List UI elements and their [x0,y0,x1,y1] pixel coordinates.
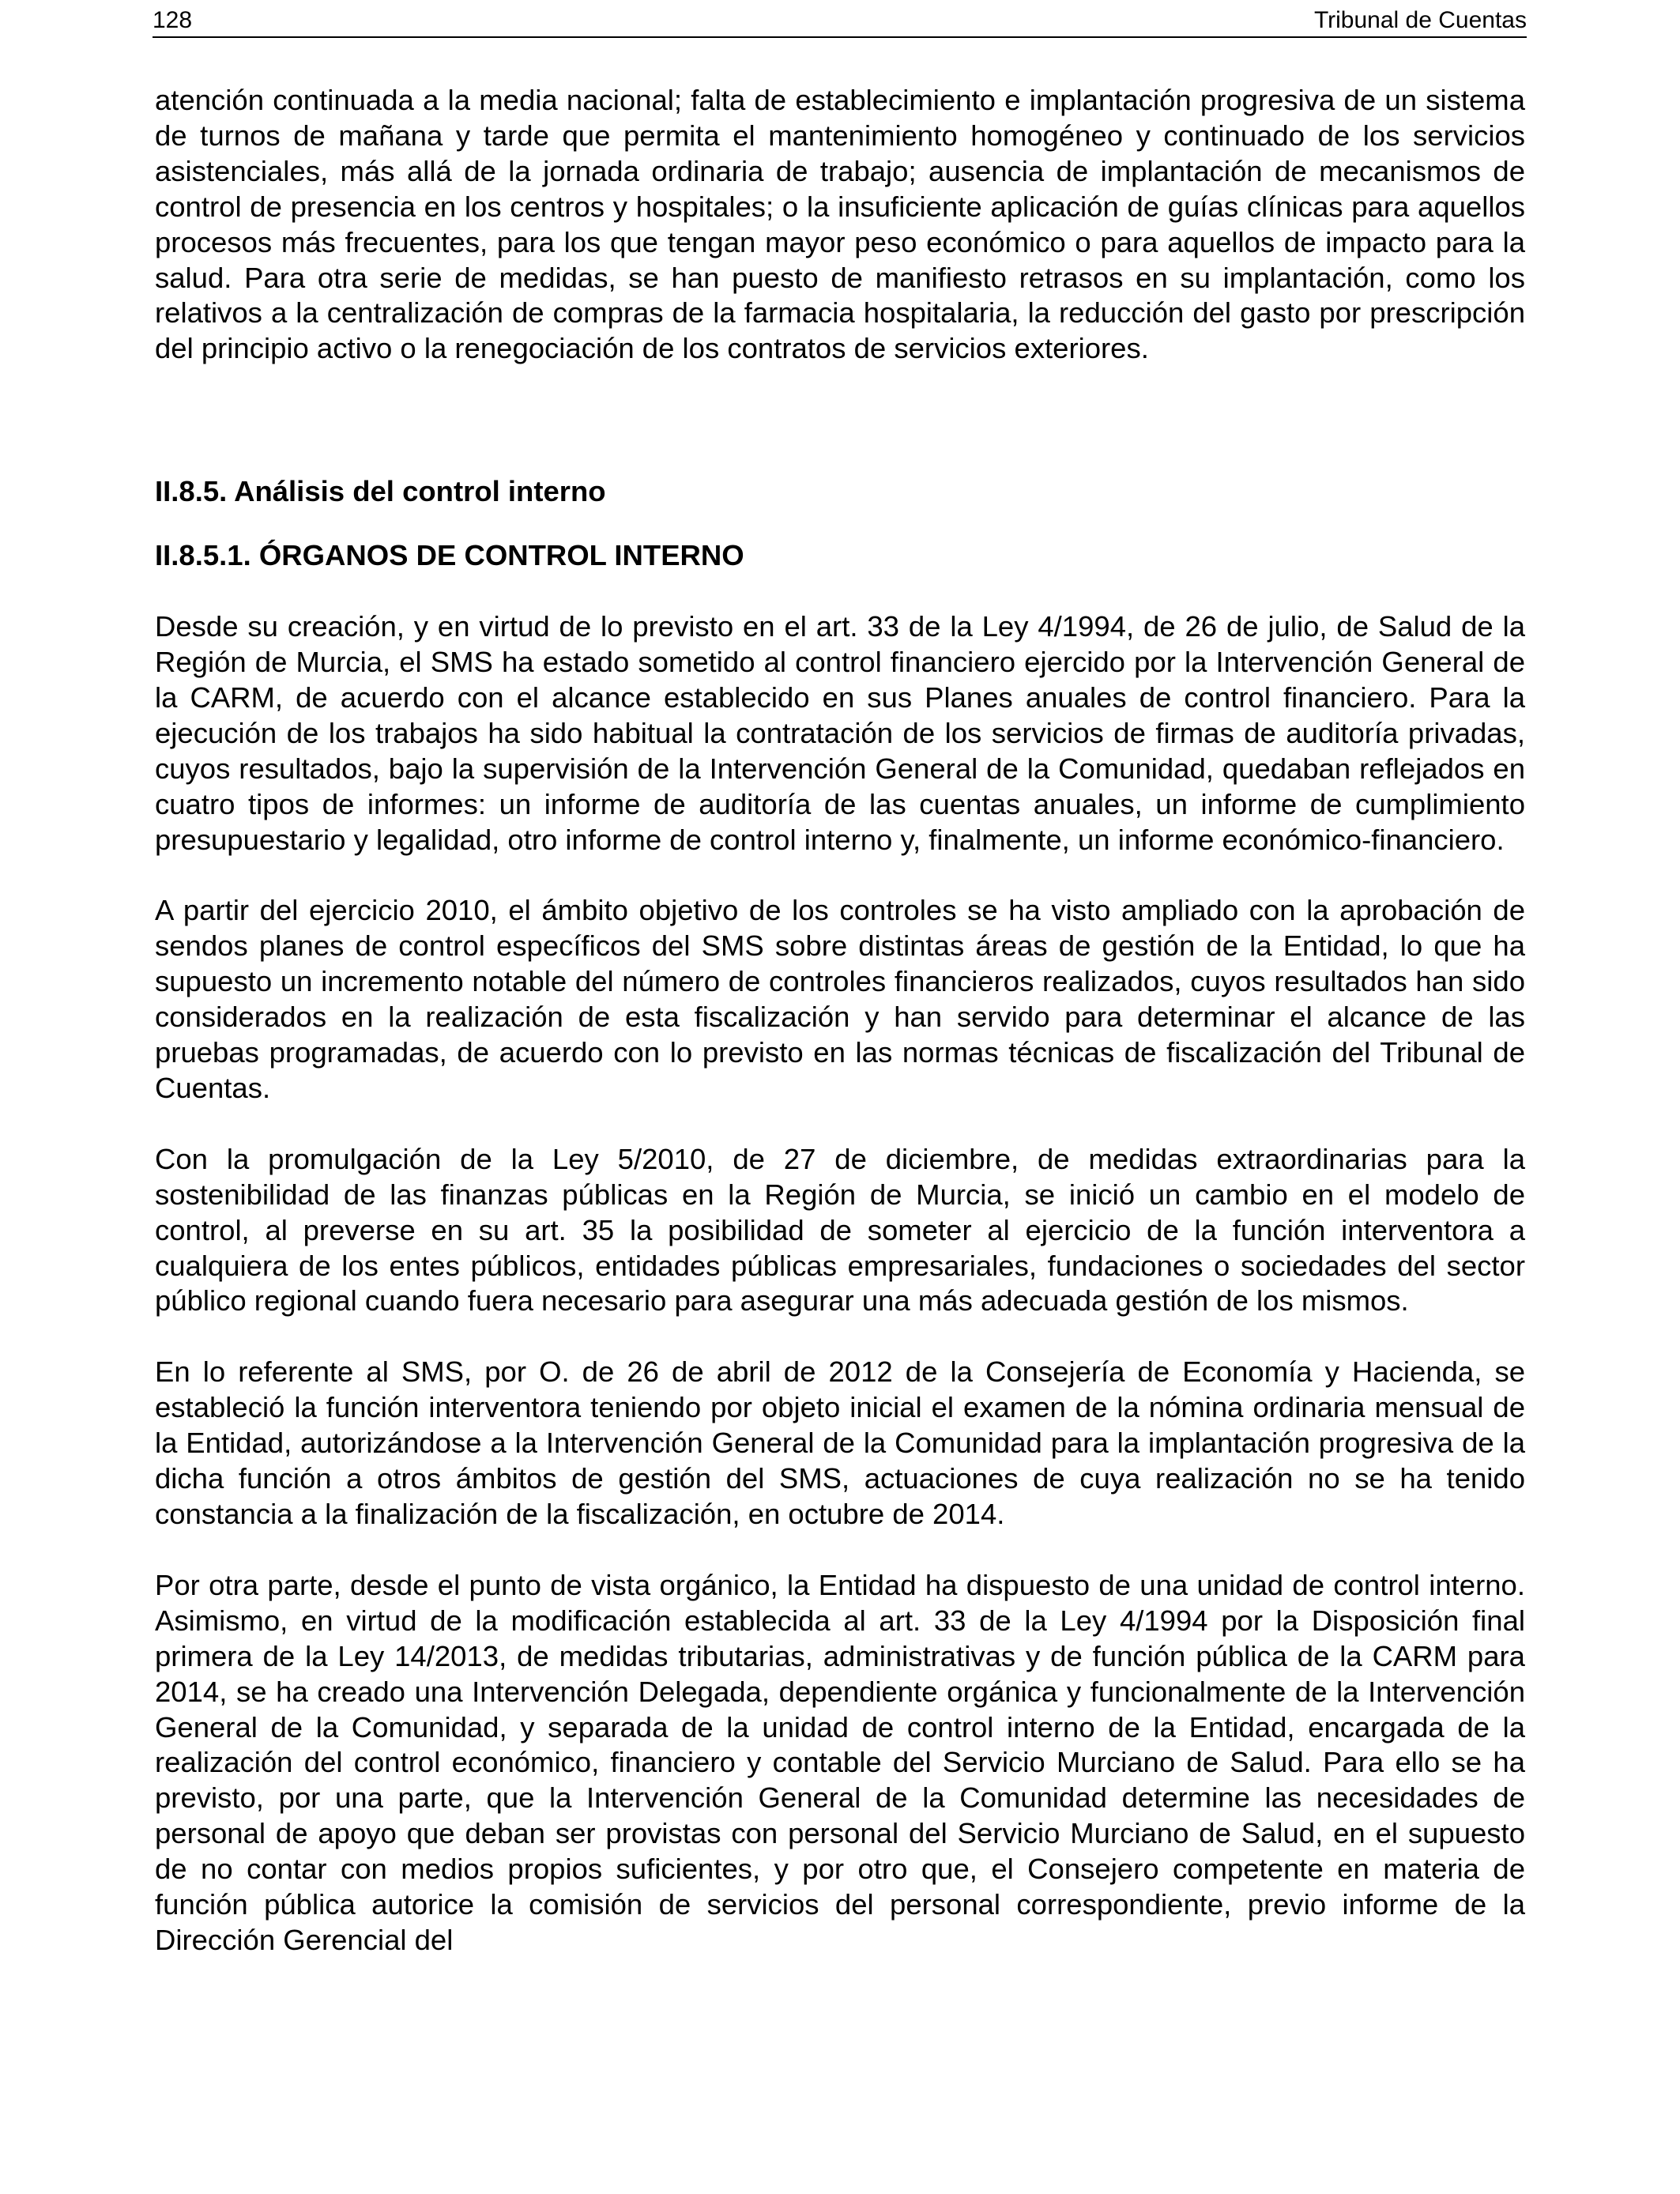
paragraph-5: Por otra parte, desde el punto de vista orgánico, la Entidad ha dispuesto de una unidad de control interno. Asimismo, en virtud de la modificación establecida al art. 33 de la Ley 4/1994 por la Disposición final primera de la Ley 14/2013, de medidas tributarias, administrativas y de función pública de la CARM para 2014, se ha creado una Intervención Delegada, dependiente orgánica y funcionalmente de la Intervención General de la Comunidad, y separada de la unidad de control interno de la Entidad, encargada de la realización del control económico, financiero y contable del Servicio Murciano de Salud. Para ello se ha previsto, por una parte, que la Intervención General de la Comunidad determine las necesidades de personal de apoyo que deban ser provistas con personal del Servicio Murciano de Salud, en el supuesto de no contar con medios propios suficientes, y por otro que, el Consejero competente en materia de función pública autorice la comisión de servicios del personal correspondiente, previo informe de la Dirección Gerencial del [155,1568,1525,1956]
paragraph-3: Con la promulgación de la Ley 5/2010, de 27 de diciembre, de medidas extraordinarias para la sostenibilidad de las finanzas públicas en la Región de Murcia, se inició un cambio en el modelo de control, al preverse en su art. 35 la posibilidad de someter al ejercicio de la función interventora a cualquiera de los entes públicos, entidades públicas empresariales, fundaciones o sociedades del sector público regional cuando fuera necesario para asegurar una más adecuada gestión de los mismos. [155,1142,1525,1318]
document-body [155,83,1525,1958]
page-header [153,5,1527,38]
intro-paragraph: atención continuada a la media nacional; falta de establecimiento e implantación progresiva de un sistema de turnos de mañana y tarde que permita el mantenimiento homogéneo y continuado de los servicios asistenciales, más allá de la jornada ordinaria de trabajo; ausencia de implantación de mecanismos de control de presencia en los centros y hospitales; o la insuficiente aplicación de guías clínicas para aquellos procesos más frecuentes, para los que tengan mayor peso económico o para aquellos de impacto para la salud. Para otra serie de medidas, se han puesto de manifiesto retrasos en su implantación, como los relativos a la centralización de compras de la farmacia hospitalaria, la reducción del gasto por prescripción del principio activo o la renegociación de los contratos de servicios exteriores. [155,84,1525,365]
paragraph-2: A partir del ejercicio 2010, el ámbito objetivo de los controles se ha visto ampliado con la aprobación de sendos planes de control específicos del SMS sobre distintas áreas de gestión de la Entidad, lo que ha supuesto un incremento notable del número de controles financieros realizados, cuyos resultados han sido considerados en la realización de esta fiscalización y han servido para determinar el alcance de las pruebas programadas, de acuerdo con lo previsto en las normas técnicas de fiscalización del Tribunal de Cuentas. [155,894,1525,1104]
paragraph-1: Desde su creación, y en virtud de lo previsto en el art. 33 de la Ley 4/1994, de 26 de julio, de Salud de la Región de Murcia, el SMS ha estado sometido al control financiero ejercido por la Intervención General de la CARM, de acuerdo con el alcance establecido en sus Planes anuales de control financiero. Para la ejecución de los trabajos ha sido habitual la contratación de los servicios de firmas de auditoría privadas, cuyos resultados, bajo la supervisión de la Intervención General de la Comunidad, quedaban reflejados en cuatro tipos de informes: un informe de auditoría de las cuentas anuales, un informe de cumplimiento presupuestario y legalidad, otro informe de control interno y, finalmente, un informe económico-financiero. [155,610,1525,856]
subsection-title: II.8.5.1. ÓRGANOS DE CONTROL INTERNO [155,539,744,572]
running-title: Tribunal de Cuentas [1313,7,1527,33]
section-title: II.8.5. Análisis del control interno [155,475,606,508]
page-number: 128 [153,7,193,33]
paragraph-4: En lo referente al SMS, por O. de 26 de abril de 2012 de la Consejería de Economía y Hacienda, se estableció la función interventora teniendo por objeto inicial el examen de la nómina ordinaria mensual de la Entidad, autorizándose a la Intervención General de la Comunidad para la implantación progresiva de la dicha función a otros ámbitos de gestión del SMS, actuaciones de cuya realización no se ha tenido constancia a la finalización de la fiscalización, en octubre de 2014. [155,1355,1525,1530]
